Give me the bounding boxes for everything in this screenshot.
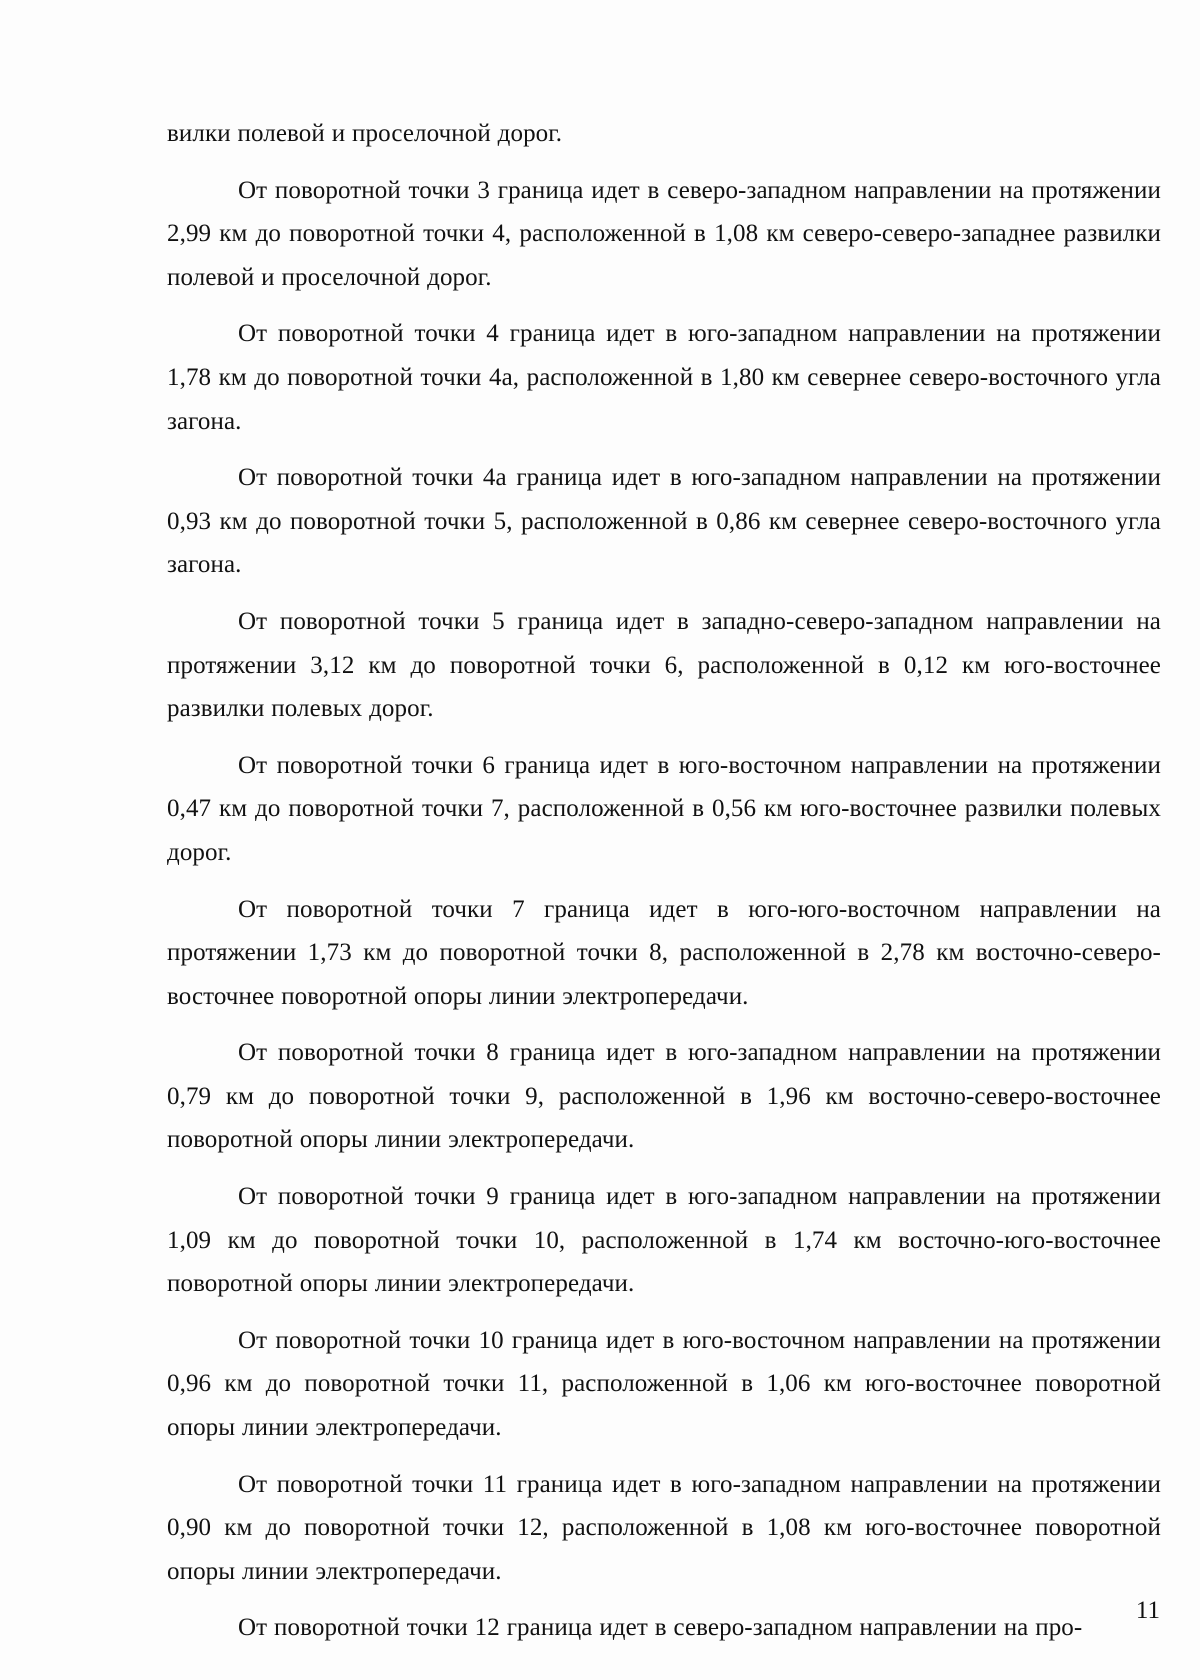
document-body bbox=[167, 112, 1161, 1663]
paragraph-point-3: От поворотной точки 3 граница идет в северо-западном направлении на протяжении 2,99 км до поворотной точки 4, расположенной в 1,08 км северо-северо-западнее развилки полевой и проселочной дорог. bbox=[167, 176, 1161, 291]
paragraph-continuation: вилки полевой и проселочной дорог. bbox=[167, 120, 563, 147]
paragraph-point-5: От поворотной точки 5 граница идет в западно-северо-западном направлении на протяжении 3,12 км до поворотной точки 6, расположенной в 0,12 км юго-восточнее развилки полевых дорог. bbox=[167, 607, 1161, 723]
paragraph-point-10: От поворотной точки 10 граница идет в юго-восточном направлении на протяжении 0,96 км до поворотной точки 11, расположенной в 1,06 км юго-восточнее поворотной опоры линии электропередачи. bbox=[167, 1326, 1161, 1442]
paragraph-point-4: От поворотной точки 4 граница идет в юго-западном направлении на протяжении 1,78 км до поворотной точки 4а, расположенной в 1,80 км севернее северо-восточного угла загона. bbox=[167, 320, 1161, 435]
page-number: 11 bbox=[1135, 1597, 1160, 1624]
paragraph-point-4a: От поворотной точки 4а граница идет в юго-западном направлении на протяжении 0,93 км до поворотной точки 5, расположенной в 0,86 км севернее северо-восточного угла загона. bbox=[167, 464, 1161, 579]
paragraph-point-12: От поворотной точки 12 граница идет в северо-западном направлении на про- bbox=[238, 1614, 1083, 1642]
paragraph-point-9: От поворотной точки 9 граница идет в юго-западном направлении на протяжении 1,09 км до поворотной точки 10, расположенной в 1,74 км восточно-юго-восточнее поворотной опоры линии электропередачи. bbox=[167, 1183, 1161, 1298]
paragraph-point-8: От поворотной точки 8 граница идет в юго-западном направлении на протяжении 0,79 км до поворотной точки 9, расположенной в 1,96 км восточно-северо-восточнее поворотной опоры линии электропередачи. bbox=[167, 1039, 1161, 1154]
paragraph-point-7: От поворотной точки 7 граница идет в юго-юго-восточном направлении на протяжении 1,73 км до поворотной точки 8, расположенной в 2,78 км восточно-северо-восточнее поворотной опоры линии электропередачи. bbox=[167, 895, 1161, 1010]
paragraph-point-6: От поворотной точки 6 граница идет в юго-восточном направлении на протяжении 0,47 км до поворотной точки 7, расположенной в 0,56 км юго-восточнее развилки полевых дорог. bbox=[167, 751, 1161, 866]
paragraph-point-11: От поворотной точки 11 граница идет в юго-западном направлении на протяжении 0,90 км до поворотной точки 12, расположенной в 1,08 км юго-восточнее поворотной опоры линии электропередачи. bbox=[167, 1470, 1161, 1585]
